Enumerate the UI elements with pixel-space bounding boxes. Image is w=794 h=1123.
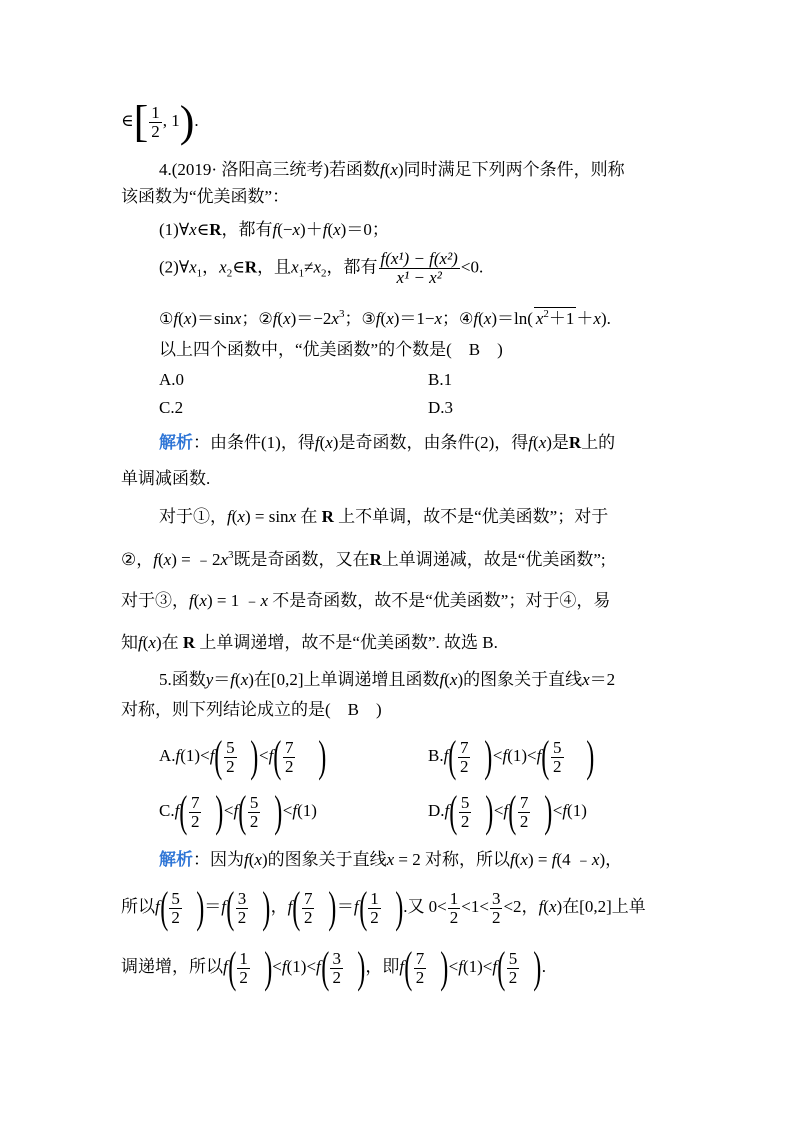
q4-solution-2: 单调减函数. — [121, 469, 211, 488]
q5-stem: 5.函数y＝f(x)在[0,2]上单调递增且函数f(x)的图象关于直线x＝2 — [159, 670, 616, 689]
q5-option-b: B.f( $\frac{7}{2}$ )<f(1)<f( $\frac{5}{2}$ ) — [428, 732, 595, 781]
condition-fraction: $\frac{\text{f(x¹) − f(x²)}}{\text{x¹ − x²}}$ — [380, 249, 458, 287]
q5-stem-2: 对称，则下列结论成立的是( B ) — [121, 700, 382, 719]
solution-label: 解析 — [159, 850, 193, 869]
q4-stem: 4.(2019· 洛阳高三统考)若函数f(x)同时满足下列两个条件，则称 — [159, 160, 625, 179]
interval-line: ∈[ $\frac{1}{2}$ , 1). — [121, 97, 199, 146]
q5-solution-2: 所以f( $\frac{5}{2}$ )＝f( $\frac{3}{2}$ )，f( $\frac{7}{2}$ )＝f( $\frac{1}{2}$ ).又 0< $\frac{1}{2}$ <1< $\frac{3}{2}$ <2，f(x)在[0,2]上单 — [121, 883, 646, 932]
q4-option-d: D.3 — [428, 398, 454, 417]
q4-question: 以上四个函数中，“优美函数”的个数是( B ) — [159, 340, 503, 359]
q4-solution-3: 对于①，f(x) = sinx 在 R 上不单调，故不是“优美函数”；对于 — [159, 507, 609, 526]
q4-solution-4: ②，$f(x) = ﹣2x^3$既是奇函数，又在R上单调递减，故是“优美函数”; — [121, 549, 606, 569]
q4-stem-2: 该函数为“优美函数”： — [121, 187, 290, 206]
q4-option-c: C.2 — [159, 398, 184, 417]
q5-option-d: D.f( $\frac{5}{2}$ )<f( $\frac{7}{2}$ )<f(1) — [428, 787, 587, 836]
q4-option-a: A.0 — [159, 370, 185, 389]
q4-functions: ①f(x)＝sinx；$②f(x)=-2x^3$；③f(x)＝1−x；④f(x)＝ln( $x^2+1 +x$). — [159, 308, 611, 328]
q5-option-c: C.f( $\frac{7}{2}$ )<f( $\frac{5}{2}$ )<f(1) — [159, 787, 317, 836]
q4-solution-5: 对于③，f(x) = 1 ﹣x 不是奇函数，故不是“优美函数”；对于④，易 — [121, 591, 611, 610]
solution-label: 解析 — [159, 433, 193, 452]
fraction-half: $\frac{1}{2}$ — [151, 102, 160, 141]
q4-option-b: B.1 — [428, 370, 453, 389]
q5-solution-3: 调递增，所以f( $\frac{1}{2}$ )<f(1)<f( $\frac{3}{2}$ )，即f( $\frac{7}{2}$ )<f(1)<f( $\frac{5}{2}$ ). — [121, 943, 546, 992]
q4-solution-6: 知f(x)在 R 上单调递增，故不是“优美函数”. 故选 B. — [121, 633, 498, 652]
q4-condition-1: (1)∀x∈R，都有f(−x)＋f(x)＝0； — [159, 220, 389, 239]
q5-solution-1: 解析：因为f(x)的图象关于直线x = 2 对称，所以f(x) = f(4 ﹣x)， — [159, 850, 623, 869]
q5-option-a: A.f(1)<f( $\frac{5}{2}$ )<f( $\frac{7}{2}$ ) — [159, 732, 327, 781]
q4-solution-1: 解析：由条件(1)，得f(x)是奇函数，由条件(2)，得f(x)是R上的 — [159, 433, 616, 452]
q4-condition-2: $(2)\forall x_1$，$x_2\in R$，且$x_1\ne x_2$，都有 $\frac{\text{f(x¹) − f(x²)}}{\text{x¹ − x²}}$ <0. — [159, 249, 484, 287]
